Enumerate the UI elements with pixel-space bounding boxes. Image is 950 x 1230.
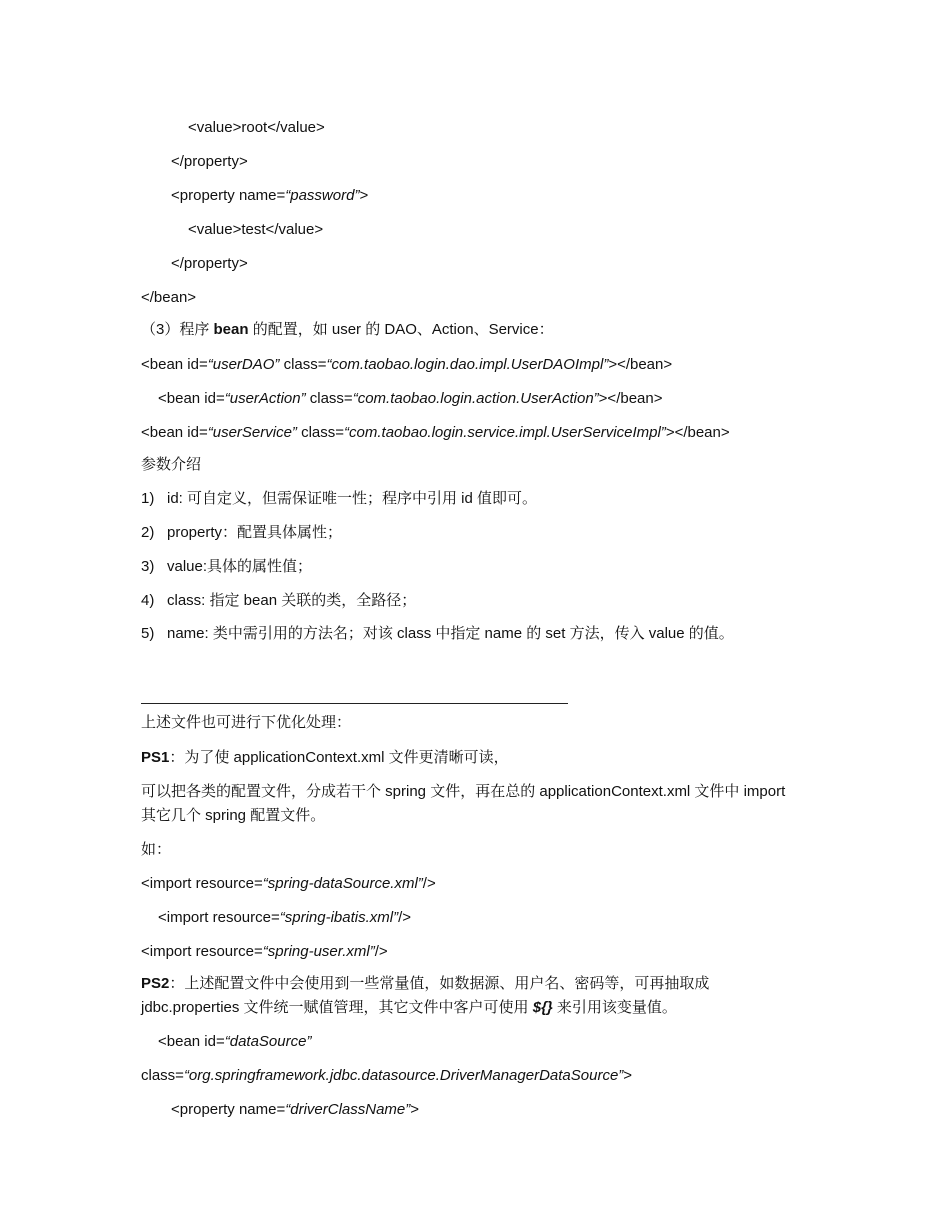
attribute-value: “org.springframework.jdbc.datasource.DriverManagerDataSource” xyxy=(183,1067,624,1084)
paragraph-text: 来引用该变量值。 xyxy=(552,999,677,1016)
code-text: class= xyxy=(296,424,345,441)
code-text: class= xyxy=(279,356,327,373)
code-line-value-test xyxy=(188,220,323,240)
code-text: <bean id= xyxy=(141,424,208,441)
code-line-property-driver xyxy=(171,1100,419,1120)
ps1-paragraph-line-2 xyxy=(141,806,325,826)
attribute-value: “userAction” xyxy=(224,390,306,407)
list-text: property：配置具体属性； xyxy=(167,524,343,541)
code-text: <import resource= xyxy=(141,943,263,960)
code-text: <bean id= xyxy=(158,1033,225,1050)
paragraph-text: 可以把各类的配置文件，分成若干个 spring 文件，再在总的 applicationContext.xml 文件中 import xyxy=(141,783,786,800)
heading-bold: bean xyxy=(213,321,249,338)
attribute-value: “password” xyxy=(285,187,360,204)
code-line-property-password xyxy=(171,186,368,206)
param-item xyxy=(141,557,312,577)
param-item xyxy=(141,624,734,644)
attribute-value: “spring-ibatis.xml” xyxy=(279,909,399,926)
code-text: <property name= xyxy=(171,187,286,204)
list-text: id: 可自定义，但需保证唯一性；程序中引用 id 值即可。 xyxy=(167,490,538,507)
import-line-datasource xyxy=(141,874,436,894)
ps2-line-2 xyxy=(141,998,677,1018)
ps1-paragraph-line-1 xyxy=(141,782,785,802)
code-text: class= xyxy=(141,1067,184,1084)
attribute-value: “com.taobao.login.service.impl.UserServiceImpl” xyxy=(344,424,666,441)
code-text: <value>test</value> xyxy=(188,221,324,238)
code-text: > xyxy=(623,1067,633,1084)
list-number: 2) xyxy=(141,524,155,541)
paragraph-text: 如： xyxy=(141,841,172,858)
paragraph-text: ：为了使 applicationContext.xml 文件更清晰可读， xyxy=(169,749,509,766)
attribute-value: “dataSource” xyxy=(224,1033,312,1050)
list-text: value:具体的属性值； xyxy=(167,558,313,575)
code-text: > xyxy=(410,1101,420,1118)
ps1-line xyxy=(141,748,509,768)
list-number: 5) xyxy=(141,625,155,642)
attribute-value: “spring-user.xml” xyxy=(262,943,375,960)
attribute-value: “com.taobao.login.dao.impl.UserDAOImpl” xyxy=(326,356,609,373)
params-title xyxy=(141,455,201,475)
paragraph-text: 其它几个 spring 配置文件。 xyxy=(141,807,326,824)
paragraph-text: jdbc.properties 文件统一赋值管理，其它文件中客户可使用 xyxy=(141,999,533,1016)
optimize-intro xyxy=(141,713,351,733)
code-text: <import resource= xyxy=(141,875,263,892)
import-line-user xyxy=(141,942,388,962)
section-3-heading xyxy=(141,320,554,340)
attribute-value: “spring-dataSource.xml” xyxy=(262,875,423,892)
code-text: class= xyxy=(305,390,353,407)
code-text: /> xyxy=(398,909,412,926)
code-line-property-close-2 xyxy=(171,254,248,274)
code-text: > xyxy=(359,187,369,204)
code-text: ></bean> xyxy=(665,424,730,441)
list-number: 4) xyxy=(141,592,155,609)
code-text: /> xyxy=(422,875,436,892)
bean-line-userdao xyxy=(141,355,672,375)
variable-placeholder: ${} xyxy=(532,999,553,1016)
horizontal-divider xyxy=(141,703,568,704)
param-item xyxy=(141,489,537,509)
bean-line-useraction xyxy=(158,389,663,409)
attribute-value: “userDAO” xyxy=(207,356,280,373)
code-text: ></bean> xyxy=(608,356,673,373)
code-line-class-datasource xyxy=(141,1066,632,1086)
heading-text: （3）程序 xyxy=(141,321,214,338)
code-text: <value>root</value> xyxy=(188,119,325,136)
bean-line-userservice xyxy=(141,423,730,443)
param-item xyxy=(141,523,342,543)
param-item xyxy=(141,591,416,611)
ps2-label: PS2 xyxy=(141,975,170,992)
import-line-ibatis xyxy=(158,908,411,928)
code-text: ></bean> xyxy=(598,390,663,407)
list-number: 3) xyxy=(141,558,155,575)
code-text: <bean id= xyxy=(158,390,225,407)
code-text: /> xyxy=(374,943,388,960)
paragraph-text: ：上述配置文件中会使用到一些常量值，如数据源、用户名、密码等，可再抽取成 xyxy=(169,975,710,992)
code-text: </property> xyxy=(171,255,248,272)
paragraph-text: 上述文件也可进行下优化处理： xyxy=(141,714,352,731)
code-line-value-root xyxy=(188,118,325,138)
code-line-bean-datasource xyxy=(158,1032,311,1052)
code-line-bean-close xyxy=(141,288,196,308)
ps1-label: PS1 xyxy=(141,749,170,766)
list-text: class: 指定 bean 关联的类，全路径； xyxy=(167,592,417,609)
params-title-text: 参数介绍 xyxy=(141,456,202,473)
heading-text: 的配置，如 user 的 DAO、Action、Service： xyxy=(248,321,554,338)
code-text: <import resource= xyxy=(158,909,280,926)
list-text: name: 类中需引用的方法名；对该 class 中指定 name 的 set 方法，传入 value 的值。 xyxy=(167,625,734,642)
attribute-value: “userService” xyxy=(207,424,297,441)
list-number: 1) xyxy=(141,490,155,507)
attribute-value: “com.taobao.login.action.UserAction” xyxy=(352,390,599,407)
code-text: </bean> xyxy=(141,289,197,306)
code-text: <property name= xyxy=(171,1101,286,1118)
example-label xyxy=(141,840,171,860)
code-text: </property> xyxy=(171,153,248,170)
attribute-value: “driverClassName” xyxy=(285,1101,411,1118)
code-line-property-close xyxy=(171,152,248,172)
ps2-line-1 xyxy=(141,974,709,994)
code-text: <bean id= xyxy=(141,356,208,373)
